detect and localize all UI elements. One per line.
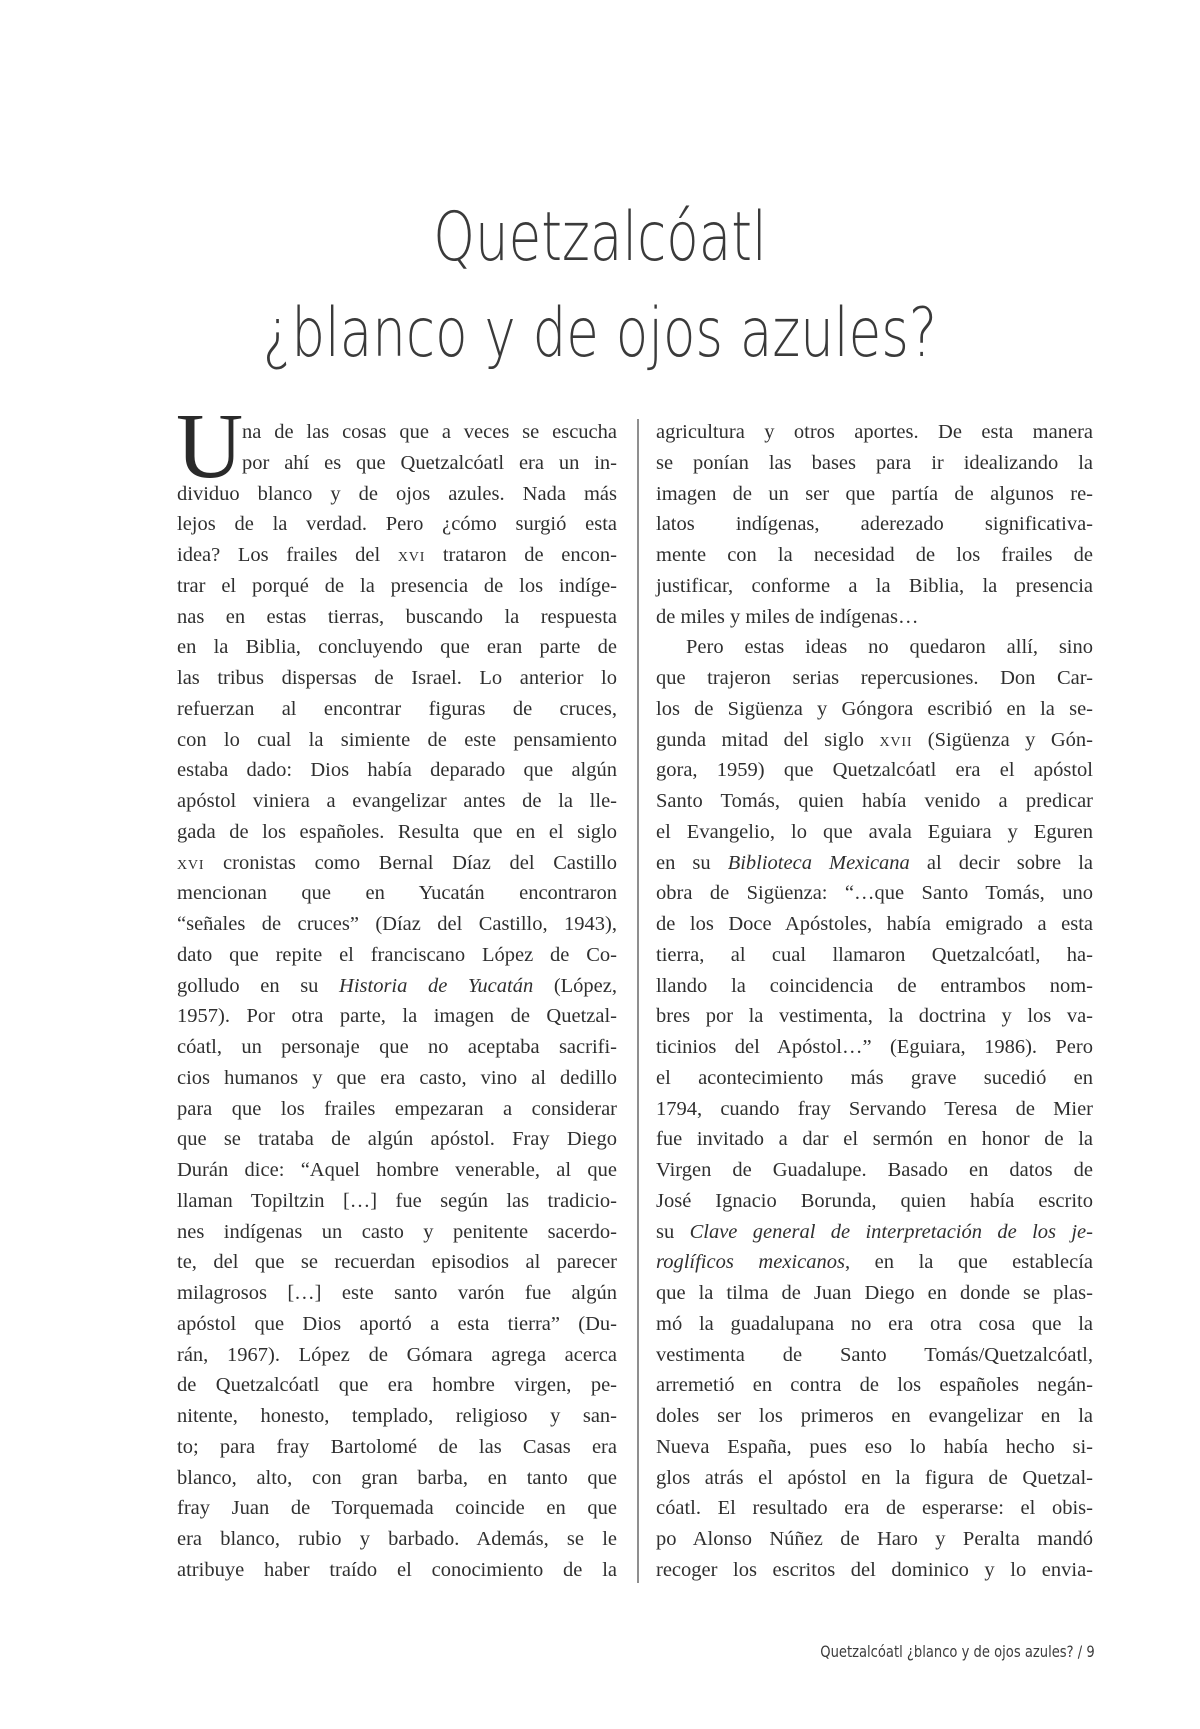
text-line: mencionan que en Yucatán encontraron	[177, 882, 617, 905]
text-line: por ahí es que Quetzalcóatl era un in-	[242, 451, 617, 474]
text-line: ticinios del Apóstol…” (Eguiara, 1986). Pero	[656, 1036, 1093, 1058]
text-line: na de las cosas que a veces se escucha	[242, 421, 617, 443]
text-line: con lo cual la simiente de este pensamiento	[177, 728, 617, 751]
text-line: latos indígenas, aderezado significativa-	[656, 513, 1093, 536]
text-line: rán, 1967). López de Gómara agrega acerca	[177, 1343, 617, 1366]
text-line: recoger los escritos del dominico y lo envia-	[656, 1558, 1093, 1581]
text-line: po Alonso Núñez de Haro y Peralta mandó	[656, 1528, 1093, 1550]
text-line: trar el porqué de la presencia de los indíge-	[177, 574, 617, 597]
text-line: de miles y miles de indígenas…	[656, 605, 919, 628]
page-title-line-2: ¿blanco y de ojos azules?	[262, 293, 938, 373]
text-line: gora, 1959) que Quetzalcóatl era el apóstol	[656, 759, 1093, 782]
text-line: José Ignacio Borunda, quien había escrito	[656, 1189, 1093, 1212]
text-line: nitente, honesto, templado, religioso y san-	[177, 1405, 617, 1427]
text-line: gunda mitad del siglo xvii (Sigüenza y Gón-	[656, 728, 1093, 751]
text-line: que trajeron serias repercusiones. Don Car-	[656, 667, 1093, 689]
text-line: nes indígenas un casto y penitente sacerdo-	[177, 1220, 617, 1243]
text-line: cóatl, un personaje que no aceptaba sacrifi-	[177, 1036, 617, 1058]
text-line: fue invitado a dar el sermón en honor de la	[656, 1128, 1093, 1151]
text-line: milagrosos […] este santo varón fue algún	[177, 1282, 617, 1304]
text-line: te, del que se recuerdan episodios al parecer	[177, 1251, 617, 1274]
text-line: Durán dice: “Aquel hombre venerable, al que	[177, 1159, 617, 1181]
drop-cap: U	[176, 395, 244, 498]
smallcaps-text: xvii	[879, 728, 913, 751]
text-line: doles ser los primeros en evangelizar en la	[656, 1405, 1093, 1427]
page-title-line-1: Quetzalcóatl	[433, 197, 767, 277]
text-line: apóstol que Dios aportó a esta tierra” (Du-	[177, 1312, 617, 1335]
text-line: cóatl. El resultado era de esperarse: el obis-	[656, 1497, 1093, 1520]
text-line: cios humanos y que era casto, vino al dedillo	[177, 1066, 617, 1089]
text-line: se ponían las bases para ir idealizando la	[656, 451, 1093, 474]
text-line: fray Juan de Torquemada coincide en que	[177, 1497, 617, 1520]
text-line: Nueva España, pues eso lo había hecho si-	[656, 1435, 1093, 1458]
text-line: to; para fray Bartolomé de las Casas era	[177, 1435, 617, 1458]
text-line: roglíficos mexicanos, en la que establecía	[656, 1251, 1093, 1274]
text-line: mó la guadalupana no era otra cosa que la	[656, 1312, 1093, 1335]
text-line: su Clave general de interpretación de los je-	[656, 1220, 1093, 1243]
italic-text: Clave general de interpretación de los je-	[689, 1220, 1093, 1243]
text-line: apóstol viniera a evangelizar antes de la lle-	[177, 790, 617, 812]
italic-text: Biblioteca Mexicana	[727, 851, 910, 874]
text-line: nas en estas tierras, buscando la respuesta	[177, 605, 617, 628]
text-line: arremetió en contra de los españoles negán-	[656, 1374, 1093, 1397]
smallcaps-text: xvi	[177, 851, 205, 874]
text-line: atribuye haber traído el conocimiento de la	[177, 1558, 617, 1581]
text-line: que la tilma de Juan Diego en donde se plas-	[656, 1282, 1093, 1304]
text-line: llaman Topiltzin […] fue según las tradicio-	[177, 1189, 617, 1212]
text-line: el Evangelio, lo que avala Eguiara y Eguren	[656, 820, 1093, 843]
text-line: “señales de cruces” (Díaz del Castillo, 1943),	[177, 913, 617, 935]
text-line: para que los frailes empezaran a considerar	[177, 1097, 617, 1120]
text-line: vestimenta de Santo Tomás/Quetzalcóatl,	[656, 1343, 1093, 1366]
text-line: era blanco, rubio y barbado. Además, se le	[177, 1528, 617, 1550]
text-line: glos atrás el apóstol en la figura de Quetzal-	[656, 1466, 1093, 1489]
text-line: refuerzan al encontrar figuras de cruces,	[177, 697, 617, 720]
text-line: Pero estas ideas no quedaron allí, sino	[686, 636, 1093, 659]
text-line: 1794, cuando fray Servando Teresa de Mier	[656, 1097, 1093, 1120]
text-line: idea? Los frailes del xvi trataron de encon-	[177, 544, 617, 566]
text-column-right	[656, 417, 1093, 1586]
text-line: imagen de un ser que partía de algunos re-	[656, 482, 1093, 505]
text-line: agricultura y otros aportes. De esta manera	[656, 421, 1093, 443]
text-line: llando la coincidencia de entrambos nom-	[656, 974, 1093, 997]
smallcaps-text: xvi	[397, 544, 426, 566]
text-line: bres por la vestimenta, la doctrina y los va-	[656, 1005, 1093, 1028]
column-divider	[637, 419, 639, 1583]
text-column-left	[177, 417, 617, 1586]
text-line: obra de Sigüenza: “…que Santo Tomás, uno	[656, 882, 1093, 905]
text-line: justificar, conforme a la Biblia, la presencia	[656, 574, 1093, 597]
text-line: golludo en su Historia de Yucatán (López,	[177, 974, 618, 997]
text-line: 1957). Por otra parte, la imagen de Quetzal-	[177, 1005, 617, 1028]
text-line: dato que repite el franciscano López de Co-	[177, 943, 617, 966]
text-line: el acontecimiento más grave sucedió en	[656, 1066, 1093, 1089]
text-line: estaba dado: Dios había deparado que algún	[177, 759, 617, 782]
text-line: tierra, al cual llamaron Quetzalcóatl, ha-	[656, 943, 1093, 966]
text-line: en la Biblia, concluyendo que eran parte de	[177, 636, 617, 659]
text-line: de los Doce Apóstoles, había emigrado a esta	[656, 913, 1093, 935]
text-line: las tribus dispersas de Israel. Lo anterior lo	[177, 667, 617, 689]
text-line: Santo Tomás, quien había venido a predicar	[656, 790, 1093, 812]
italic-text: roglíficos mexicanos	[656, 1251, 845, 1274]
text-line: que se trataba de algún apóstol. Fray Diego	[177, 1128, 617, 1151]
text-line: de Quetzalcóatl que era hombre virgen, pe-	[177, 1374, 617, 1397]
page-title	[0, 190, 1200, 382]
running-footer: Quetzalcóatl ¿blanco y de ojos azules? / 9	[820, 1642, 1095, 1661]
italic-text: Historia de Yucatán	[339, 974, 534, 997]
text-line: lejos de la verdad. Pero ¿cómo surgió esta	[177, 513, 617, 536]
text-line: xvi cronistas como Bernal Díaz del Castillo	[177, 851, 617, 874]
text-line: los de Sigüenza y Góngora escribió en la se-	[656, 697, 1093, 720]
text-line: dividuo blanco y de ojos azules. Nada más	[177, 482, 617, 505]
text-line: gada de los españoles. Resulta que en el siglo	[177, 820, 617, 843]
text-line: Virgen de Guadalupe. Basado en datos de	[656, 1159, 1093, 1181]
text-line: en su Biblioteca Mexicana al decir sobre la	[656, 851, 1093, 874]
text-line: blanco, alto, con gran barba, en tanto que	[177, 1466, 617, 1489]
text-line: mente con la necesidad de los frailes de	[656, 544, 1093, 566]
